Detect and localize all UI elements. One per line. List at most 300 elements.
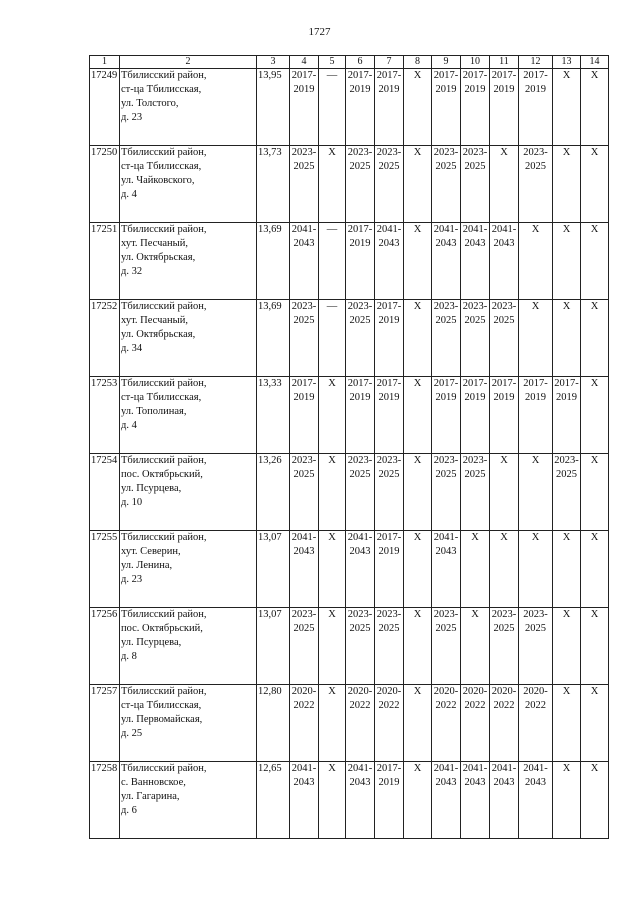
mark-cell [404, 454, 432, 531]
year-line: 2019 [493, 392, 515, 403]
year-range-cell [290, 454, 319, 531]
year-range-cell [490, 377, 519, 454]
year-range-cell [461, 454, 490, 531]
year-line: 2019 [293, 392, 315, 403]
year-range-cell [346, 762, 375, 839]
address-cell [120, 685, 257, 762]
record-number: 17251 [90, 223, 120, 300]
address-line: Тбилисский район, [121, 686, 207, 697]
year-range-cell [432, 300, 461, 377]
mark-cell [490, 454, 519, 531]
year-line: 2041- [433, 532, 459, 543]
mark: X [328, 609, 336, 620]
mark-cell [581, 608, 609, 685]
year-range-cell [375, 454, 404, 531]
address-line: ст-ца Тбилисская, [121, 392, 202, 403]
year-line: 2023- [347, 301, 373, 312]
mark: X [413, 147, 422, 158]
year-line: 2025 [349, 315, 371, 326]
year-line: 2017- [291, 378, 317, 389]
year-range-cell [375, 685, 404, 762]
address-line: хут. Северин, [121, 546, 181, 557]
year-range-cell [461, 69, 490, 146]
year-line: 2043 [435, 238, 457, 249]
mark: X [413, 609, 422, 620]
column-number-1: 1 [90, 56, 120, 69]
year-range-cell [290, 300, 319, 377]
year-range-cell [432, 531, 461, 608]
year-line: 2043 [293, 238, 315, 249]
year-line: 2019 [293, 84, 315, 95]
year-range-cell [432, 223, 461, 300]
mark-cell [319, 762, 346, 839]
year-line: 2043 [349, 777, 371, 788]
address-line: д. 34 [121, 343, 143, 354]
mark-cell [581, 69, 609, 146]
mark: X [590, 301, 599, 312]
year-line: 2025 [464, 161, 486, 172]
year-line: 2043 [293, 546, 315, 557]
mark-cell [553, 762, 581, 839]
year-line: 2025 [493, 623, 515, 634]
year-line: 2019 [349, 392, 371, 403]
column-number-5: 5 [319, 56, 346, 69]
column-number-10: 10 [461, 56, 490, 69]
table-row [90, 762, 609, 839]
mark: X [590, 763, 599, 774]
mark: X [328, 763, 336, 774]
mark-cell [404, 608, 432, 685]
year-line: 2023- [433, 455, 459, 466]
year-range-cell [553, 377, 581, 454]
year-line: 2023- [433, 301, 459, 312]
year-line: 2022 [493, 700, 515, 711]
year-line: 2023- [291, 301, 317, 312]
year-line: 2017- [462, 378, 488, 389]
mark-cell [581, 531, 609, 608]
year-line: 2022 [525, 700, 546, 711]
year-line: 2019 [378, 546, 400, 557]
year-range-cell [375, 608, 404, 685]
year-line: 2041- [376, 224, 402, 235]
year-line: 2041- [347, 763, 373, 774]
column-number-3: 3 [257, 56, 290, 69]
mark-cell [319, 608, 346, 685]
mark: X [413, 378, 422, 389]
year-line: 2017- [433, 378, 459, 389]
table-row [90, 531, 609, 608]
year-line: 2017- [376, 532, 402, 543]
mark-cell [553, 531, 581, 608]
mark-cell [461, 531, 490, 608]
year-line: 2041- [291, 532, 317, 543]
year-line: 2025 [378, 469, 400, 480]
mark: X [562, 686, 571, 697]
year-range-cell [375, 69, 404, 146]
address-line: ул. Тополиная, [121, 406, 187, 417]
year-range-cell [290, 146, 319, 223]
address-line: хут. Песчаный, [121, 315, 188, 326]
address-line: д. 25 [121, 728, 143, 739]
mark: — [326, 70, 338, 81]
year-line: 2023- [376, 147, 402, 158]
address-line: д. 4 [121, 189, 137, 200]
year-range-cell [290, 223, 319, 300]
year-line: 2017- [523, 378, 548, 389]
mark: X [413, 532, 422, 543]
mark: X [590, 224, 599, 235]
year-line: 2043 [525, 777, 546, 788]
address-line: д. 4 [121, 420, 137, 431]
year-line: 2019 [435, 84, 457, 95]
year-line: 2025 [493, 315, 515, 326]
year-line: 2017- [347, 224, 373, 235]
year-line: 2025 [349, 623, 371, 634]
year-line: 2019 [349, 84, 371, 95]
mark: X [413, 301, 422, 312]
year-line: 2043 [435, 546, 457, 557]
year-range-cell [346, 223, 375, 300]
year-line: 2019 [378, 315, 400, 326]
address-line: ул. Ленина, [121, 560, 173, 571]
record-number: 17256 [90, 608, 120, 685]
column-number-8: 8 [404, 56, 432, 69]
mark: X [328, 147, 336, 158]
year-range-cell [490, 300, 519, 377]
record-number: 17253 [90, 377, 120, 454]
year-line: 2017- [376, 70, 402, 81]
mark-cell [461, 608, 490, 685]
mark-cell [319, 223, 346, 300]
year-range-cell [461, 146, 490, 223]
year-line: 2019 [435, 392, 457, 403]
year-line: 2025 [435, 623, 457, 634]
address-line: с. Ванновское, [121, 777, 186, 788]
address-line: д. 23 [121, 574, 143, 585]
year-line: 2017- [433, 70, 459, 81]
table-row [90, 685, 609, 762]
mark-cell [404, 300, 432, 377]
year-line: 2017- [491, 378, 517, 389]
mark: X [562, 301, 571, 312]
value-cell: 13,95 [257, 69, 290, 146]
mark-cell [404, 377, 432, 454]
mark: X [500, 532, 508, 543]
year-line: 2023- [523, 147, 548, 158]
table-body [90, 56, 609, 839]
mark-cell [319, 146, 346, 223]
mark: X [500, 147, 508, 158]
address-cell [120, 223, 257, 300]
year-line: 2019 [464, 392, 486, 403]
mark: X [590, 455, 599, 466]
year-line: 2025 [435, 161, 457, 172]
record-number: 17255 [90, 531, 120, 608]
address-line: пос. Октябрьский, [121, 469, 203, 480]
mark: X [590, 532, 599, 543]
mark: — [326, 224, 338, 235]
year-range-cell [490, 223, 519, 300]
address-line: д. 8 [121, 651, 137, 662]
year-line: 2022 [349, 700, 371, 711]
mark: X [413, 455, 422, 466]
mark-cell [404, 531, 432, 608]
year-range-cell [519, 146, 553, 223]
year-line: 2023- [376, 455, 402, 466]
year-range-cell [346, 377, 375, 454]
year-range-cell [519, 685, 553, 762]
year-line: 2023- [491, 301, 517, 312]
column-number-12: 12 [519, 56, 553, 69]
year-range-cell [290, 377, 319, 454]
mark-cell [553, 608, 581, 685]
record-number: 17258 [90, 762, 120, 839]
mark-cell [519, 300, 553, 377]
year-line: 2025 [349, 161, 371, 172]
mark-cell [490, 531, 519, 608]
value-cell: 13,07 [257, 531, 290, 608]
table-row [90, 377, 609, 454]
year-range-cell [432, 454, 461, 531]
year-line: 2020- [291, 686, 317, 697]
year-range-cell [346, 300, 375, 377]
value-cell: 13,73 [257, 146, 290, 223]
year-line: 2017- [291, 70, 317, 81]
year-range-cell [490, 762, 519, 839]
year-range-cell [346, 454, 375, 531]
year-line: 2019 [349, 238, 371, 249]
address-line: Тбилисский район, [121, 609, 207, 620]
year-line: 2023- [291, 147, 317, 158]
year-line: 2025 [349, 469, 371, 480]
year-line: 2017- [462, 70, 488, 81]
year-line: 2019 [464, 84, 486, 95]
mark-cell [404, 685, 432, 762]
mark-cell [581, 146, 609, 223]
address-line: ул. Псурцева, [121, 483, 182, 494]
address-line: ул. Октябрьская, [121, 252, 196, 263]
year-range-cell [346, 146, 375, 223]
mark: X [562, 147, 571, 158]
year-line: 2019 [378, 84, 400, 95]
table-row [90, 223, 609, 300]
year-range-cell [290, 69, 319, 146]
year-line: 2041- [433, 763, 459, 774]
mark-cell [519, 531, 553, 608]
address-cell [120, 146, 257, 223]
address-line: Тбилисский район, [121, 224, 207, 235]
mark-cell [553, 685, 581, 762]
year-line: 2025 [525, 161, 546, 172]
year-line: 2043 [493, 777, 515, 788]
year-line: 2023- [347, 147, 373, 158]
record-number: 17254 [90, 454, 120, 531]
year-line: 2025 [525, 623, 546, 634]
registry-table [89, 55, 609, 839]
year-line: 2041- [491, 763, 517, 774]
year-range-cell [375, 762, 404, 839]
address-line: пос. Октябрьский, [121, 623, 203, 634]
mark-cell [553, 146, 581, 223]
year-line: 2041- [491, 224, 517, 235]
mark: X [328, 378, 336, 389]
mark-cell [581, 377, 609, 454]
year-range-cell [490, 685, 519, 762]
mark-cell [581, 454, 609, 531]
mark-cell [319, 531, 346, 608]
value-cell: 13,07 [257, 608, 290, 685]
year-range-cell [432, 69, 461, 146]
address-line: д. 6 [121, 805, 137, 816]
address-line: д. 10 [121, 497, 143, 508]
address-cell [120, 531, 257, 608]
address-line: Тбилисский район, [121, 147, 207, 158]
column-number-9: 9 [432, 56, 461, 69]
year-line: 2043 [293, 777, 315, 788]
mark-cell [404, 146, 432, 223]
page-number: 1727 [308, 26, 331, 38]
mark-cell [319, 685, 346, 762]
mark: X [531, 301, 540, 312]
year-range-cell [346, 69, 375, 146]
year-line: 2023- [433, 147, 459, 158]
address-line: ул. Первомайская, [121, 714, 203, 725]
year-line: 2020- [462, 686, 488, 697]
year-range-cell [375, 300, 404, 377]
record-number: 17252 [90, 300, 120, 377]
year-line: 2017- [376, 378, 402, 389]
address-cell [120, 300, 257, 377]
mark: X [328, 532, 336, 543]
year-line: 2019 [378, 392, 400, 403]
mark: X [531, 532, 540, 543]
mark: X [562, 532, 571, 543]
column-number-4: 4 [290, 56, 319, 69]
year-line: 2023- [554, 455, 579, 466]
header-row [90, 56, 609, 69]
year-line: 2017- [347, 378, 373, 389]
mark: X [413, 763, 422, 774]
mark: X [328, 455, 336, 466]
mark-cell [581, 223, 609, 300]
address-line: ул. Чайковского, [121, 175, 195, 186]
year-line: 2023- [291, 609, 317, 620]
year-range-cell [461, 762, 490, 839]
year-line: 2041- [462, 224, 488, 235]
mark-cell [519, 223, 553, 300]
year-range-cell [375, 377, 404, 454]
mark: X [531, 224, 540, 235]
mark-cell [319, 377, 346, 454]
year-line: 2025 [378, 161, 400, 172]
year-line: 2017- [523, 70, 548, 81]
year-line: 2025 [464, 315, 486, 326]
address-line: ул. Псурцева, [121, 637, 182, 648]
mark-cell [490, 146, 519, 223]
year-range-cell [290, 762, 319, 839]
year-line: 2023- [462, 147, 488, 158]
year-line: 2023- [491, 609, 517, 620]
year-line: 2020- [433, 686, 459, 697]
mark-cell [553, 300, 581, 377]
address-line: д. 32 [121, 266, 143, 277]
address-cell [120, 762, 257, 839]
mark-cell [404, 69, 432, 146]
year-line: 2019 [525, 84, 546, 95]
address-line: ст-ца Тбилисская, [121, 700, 202, 711]
mark: X [562, 609, 571, 620]
mark-cell [319, 69, 346, 146]
table-row [90, 300, 609, 377]
year-line: 2023- [462, 455, 488, 466]
year-line: 2041- [347, 532, 373, 543]
year-line: 2022 [464, 700, 486, 711]
mark-cell [404, 223, 432, 300]
address-line: Тбилисский район, [121, 378, 207, 389]
column-number-11: 11 [490, 56, 519, 69]
value-cell: 13,69 [257, 300, 290, 377]
mark: — [326, 301, 338, 312]
year-line: 2017- [376, 301, 402, 312]
table-row [90, 608, 609, 685]
year-range-cell [375, 531, 404, 608]
mark-cell [581, 300, 609, 377]
mark-cell [319, 454, 346, 531]
mark: X [413, 686, 422, 697]
address-line: Тбилисский район, [121, 532, 207, 543]
year-line: 2017- [376, 763, 402, 774]
year-range-cell [519, 608, 553, 685]
year-line: 2041- [523, 763, 548, 774]
address-line: ст-ца Тбилисская, [121, 161, 202, 172]
year-range-cell [553, 454, 581, 531]
year-line: 2041- [291, 763, 317, 774]
mark: X [413, 224, 422, 235]
address-line: хут. Песчаный, [121, 238, 188, 249]
year-range-cell [490, 608, 519, 685]
column-number-6: 6 [346, 56, 375, 69]
record-number: 17249 [90, 69, 120, 146]
mark: X [562, 224, 571, 235]
address-cell [120, 377, 257, 454]
year-line: 2025 [378, 623, 400, 634]
year-line: 2043 [464, 238, 486, 249]
year-line: 2041- [462, 763, 488, 774]
year-line: 2020- [523, 686, 548, 697]
year-line: 2043 [435, 777, 457, 788]
year-range-cell [432, 377, 461, 454]
record-number: 17250 [90, 146, 120, 223]
year-line: 2023- [462, 301, 488, 312]
year-line: 2022 [293, 700, 315, 711]
address-cell [120, 608, 257, 685]
value-cell: 13,26 [257, 454, 290, 531]
year-line: 2043 [493, 238, 515, 249]
year-range-cell [375, 146, 404, 223]
column-number-7: 7 [375, 56, 404, 69]
address-line: ул. Толстого, [121, 98, 179, 109]
year-line: 2017- [347, 70, 373, 81]
year-line: 2025 [464, 469, 486, 480]
address-line: ул. Октябрьская, [121, 329, 196, 340]
year-line: 2020- [347, 686, 373, 697]
year-line: 2023- [433, 609, 459, 620]
mark-cell [581, 685, 609, 762]
mark: X [471, 532, 479, 543]
address-line: Тбилисский район, [121, 455, 207, 466]
year-range-cell [432, 146, 461, 223]
mark: X [413, 70, 422, 81]
